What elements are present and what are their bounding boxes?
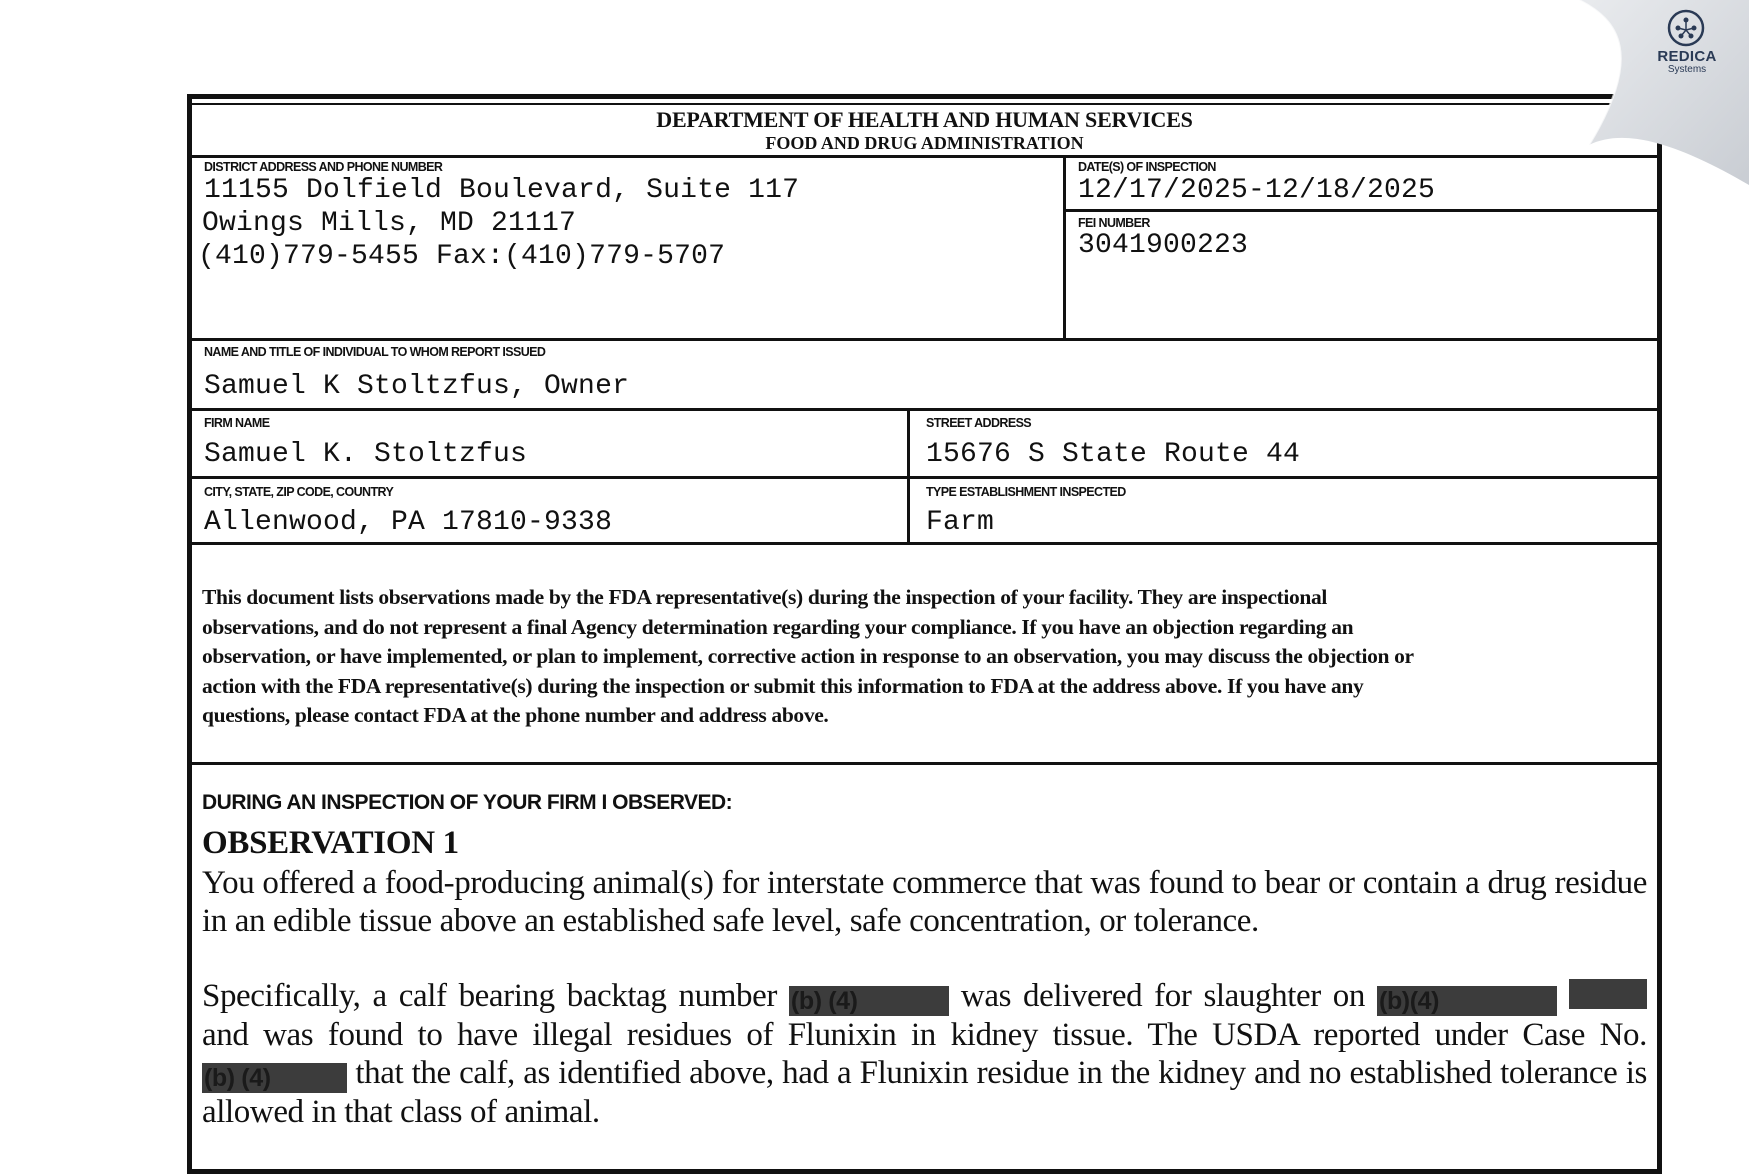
establishment-type-label: TYPE ESTABLISHMENT INSPECTED [926,485,1126,499]
disclaimer-line: questions, please contact FDA at the phone number and address above. [202,703,829,727]
fei-number-value: 3041900223 [1078,230,1249,261]
divider [192,762,1657,765]
city-value: Allenwood, PA 17810-9338 [204,507,613,538]
divider [192,476,1657,479]
street-address-label: STREET ADDRESS [926,416,1032,430]
divider [1063,155,1066,341]
inspection-dates-value: 12/17/2025-12/18/2025 [1078,175,1436,206]
redaction-box: (b) (4) [789,986,949,1016]
observations-section-title: DURING AN INSPECTION OF YOUR FIRM I OBSERVED: [202,791,733,814]
city-label: CITY, STATE, ZIP CODE, COUNTRY [204,485,394,499]
department-heading: DEPARTMENT OF HEALTH AND HUMAN SERVICES [656,107,1193,132]
form-inner-border [192,103,1657,1169]
district-address-line2: Owings Mills, MD 21117 [202,208,577,239]
district-phone-fax: (410)779-5455 Fax:(410)779-5707 [198,241,726,272]
disclaimer-line: observation, or have implemented, or plan to implement, corrective action in response to an observation, you may discuss the objection or [202,644,1414,668]
redica-logo-subtitle: Systems [1667,64,1707,75]
divider [1063,209,1657,212]
disclaimer-line: This document lists observations made by the FDA representative(s) during the inspection of your facility. They are inspectional [202,585,1327,609]
fda-483-form [187,94,1662,1174]
agency-heading: FOOD AND DRUG ADMINISTRATION [765,133,1084,153]
watermark-corner [1549,0,1749,185]
redica-logo-icon [1666,8,1706,48]
disclaimer-line: observations, and do not represent a final Agency determination regarding your compliance. If you have an objection regarding an [202,614,1354,639]
redaction-box: (b)(4) [1377,986,1557,1016]
firm-name-value: Samuel K. Stoltzfus [204,439,528,470]
observation-title: OBSERVATION 1 [202,825,459,861]
recipient-label: NAME AND TITLE OF INDIVIDUAL TO WHOM REPORT ISSUED [204,345,546,359]
district-label: DISTRICT ADDRESS AND PHONE NUMBER [204,160,443,174]
establishment-type-value: Farm [926,507,995,538]
firm-name-label: FIRM NAME [204,416,270,430]
divider [192,408,1657,411]
divider [192,338,1657,341]
observation-detail-text: was delivered for slaughter on [960,978,1366,1014]
disclaimer-line: action with the FDA representative(s) during the inspection or submit this information to FDA at the address above. If you have any [202,673,1364,698]
district-address-line1: 11155 Dolfield Boulevard, Suite 117 [204,175,800,206]
observation-detail-text: and was found to have illegal residues of Flunixin in kidney tissue. The USDA reported under Case No. [202,1017,1647,1053]
street-address-value: 15676 S State Route 44 [926,439,1301,470]
observation-detail-text: Specifically, a calf bearing backtag number [202,978,777,1014]
observation-detail [202,977,1647,1131]
inspection-dates-label: DATE(S) OF INSPECTION [1078,160,1216,174]
divider [192,155,1657,158]
observation-summary: You offered a food-producing animal(s) for interstate commerce that was found to bear or contain a drug residue in an edible tissue above an established safe level, safe concentration, or tolerance. [202,865,1647,939]
recipient-value: Samuel K Stoltzfus, Owner [204,371,630,402]
disclaimer-paragraph [202,583,1647,731]
divider [192,542,1657,545]
redaction-box: (b) (4) [202,1063,347,1093]
fei-number-label: FEI NUMBER [1078,216,1150,230]
redica-logo-name: REDICA [1657,48,1717,65]
observation-detail-text: that the calf, as identified above, had a Flunixin residue in the kidney and no established tolerance is allowed in that class of animal. [202,1055,1647,1130]
redaction-box [1569,979,1647,1009]
